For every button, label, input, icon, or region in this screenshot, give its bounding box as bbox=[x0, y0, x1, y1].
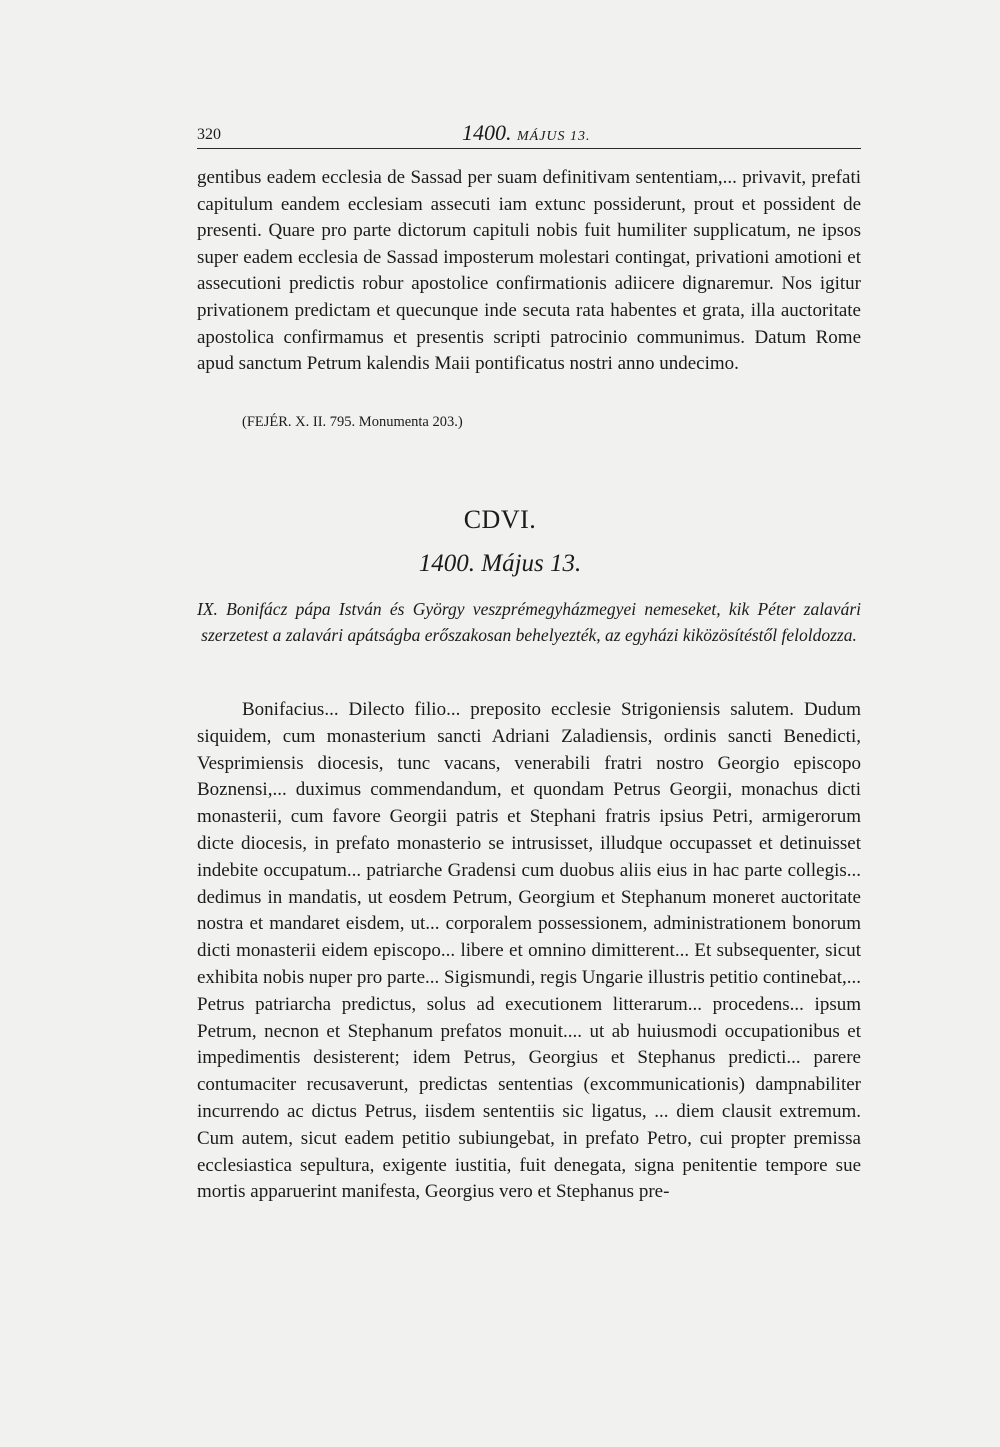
running-head bbox=[197, 118, 861, 149]
document-number: CDVI. bbox=[463, 505, 537, 534]
running-head-date bbox=[462, 120, 591, 146]
running-head-year: 1400. bbox=[462, 120, 512, 145]
previous-document-text: gentibus eadem ecclesia de Sassad per suam definitivam sententiam,... privavit, prefati capitulum eandem ecclesiam assecuti iam extunc possiderunt, prout et possident de presenti. Quare pro parte dictorum capituli nobis fuit humiliter supplicatum, ne ipsos super eadem ecclesia de Sassad imposterum molestari contingat, privationi amotioni et assecutioni predictis robur apostolice confirmationis adiicere dignaremur. Nos igitur privationem predictam et quecunque inde secuta rata habentes et grata, illa auctoritate apostolica confirmamus et presentis scripti patrocinio communimus. Datum Rome apud sanctum Petrum kalendis Maii pontificatus nostri anno undecimo. bbox=[197, 167, 861, 375]
document-regest: IX. Bonifácz pápa István és György veszprémegyházmegyei nemeseket, kik Péter zalavári szerzetest a zalavári apátságba erőszakosan behelyezték, az egyházi kiközösítéstől feloldozza. bbox=[197, 599, 861, 645]
source-citation: (FEJÉR. X. II. 795. Monumenta 203.) bbox=[242, 414, 463, 430]
document-date: 1400. Május 13. bbox=[418, 550, 582, 577]
page-number: 320 bbox=[197, 126, 221, 143]
document-body-text: Bonifacius... Dilecto filio... preposito ecclesie Strigoniensis salutem. Dudum siquidem, cum monasterium sancti Adriani Zaladiensis, ordinis sancti Benedicti, Vesprimiensis diocesis, tunc vacans, venerabili fratri nostro Georgio episcopo Boznensi,... duximus commendandum, et quondam Petrus Georgii, monachus dicti monasterii, cum favore Georgii patris et Stephani fratris ipsius Petri, armigerorum dicte diocesis, in prefato monasterio se intrusisset, illudque occupasset et detinuisset indebite occupatum... patriarche Gradensi cum duobus aliis eius in hac parte collegis... dedimus in mandatis, ut eosdem Petrum, Georgium et Stephanum moneret auctoritate nostra et mandaret eisdem, ut... corporalem possessionem, administrationem bonorum dicti monasterii eidem episcopo... libere et omnino dimitterent... Et subsequenter, sicut exhibita nobis nuper pro parte... Sigismundi, regis Ungarie illustris petitio continebat,... Petrus patriarcha predictus, solus ad executionem litterarum... procedens... ipsum Petrum, necnon et Stephanum prefatos monuit.... ut ab huiusmodi occupationibus et impedimentis desisterent; idem Petrus, Georgius et Stephanus predicti... parere contumaciter recusaverunt, predictas sententias (excommunicationis) dampnabiliter incurrendo ac dictus Petrus, iisdem sententiis sic ligatus, ... diem clausit extremum. Cum autem, sicut eadem petitio subiungebat, in prefato Petro, cui propter premissa ecclesiastica sepultura, exigente iustitia, fuit denegata, signa penitentie tempore sue mortis apparuerint manifesta, Georgius vero et Stephanus pre- bbox=[197, 699, 861, 1203]
running-head-month-day: MÁJUS 13. bbox=[517, 129, 591, 144]
